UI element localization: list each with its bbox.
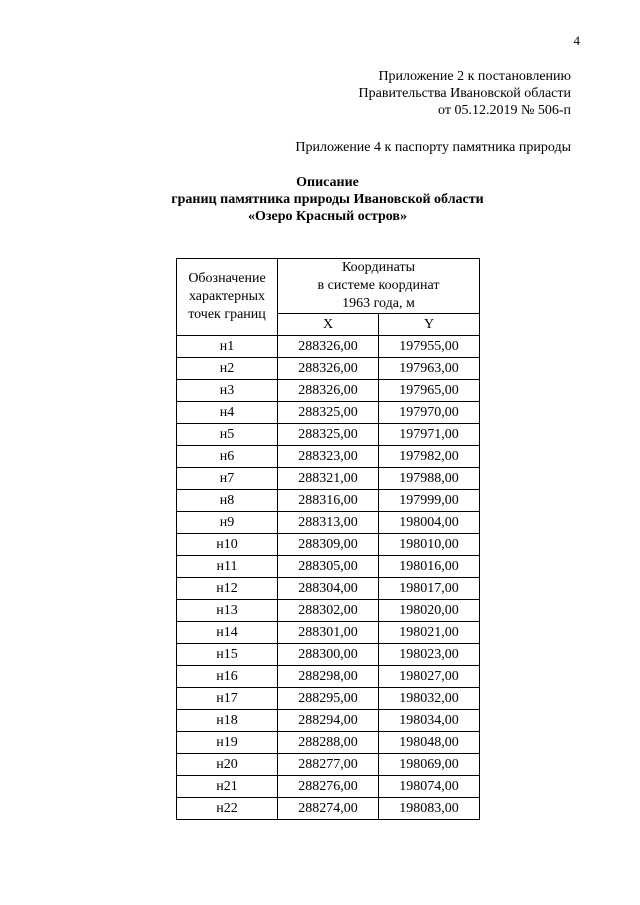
x-coordinate-cell: 288305,00 [278, 556, 379, 578]
table-row [177, 666, 480, 688]
table-row [177, 358, 480, 380]
table-row [177, 556, 480, 578]
y-coordinate-cell: 197988,00 [379, 468, 480, 490]
x-coordinate-cell: 288313,00 [278, 512, 379, 534]
x-column-header: X [278, 314, 379, 336]
point-id-cell: н5 [177, 424, 278, 446]
y-coordinate-cell: 198004,00 [379, 512, 480, 534]
appendix-line: Приложение 2 к постановлению [378, 69, 571, 84]
table-row [177, 688, 480, 710]
header-line: точек границ [188, 307, 266, 322]
page-number: 4 [573, 33, 580, 48]
header-line: Обозначение [188, 271, 266, 286]
table-row [177, 776, 480, 798]
y-coordinate-cell: 197955,00 [379, 336, 480, 358]
coordinates-table [176, 258, 480, 820]
table-row [177, 534, 480, 556]
point-id-cell: н4 [177, 402, 278, 424]
title-line: Описание [296, 175, 359, 190]
point-id-cell: н20 [177, 754, 278, 776]
header-line: в системе координат [317, 278, 440, 293]
y-coordinate-cell: 198027,00 [379, 666, 480, 688]
y-coordinate-cell: 198010,00 [379, 534, 480, 556]
y-coordinate-cell: 197971,00 [379, 424, 480, 446]
table-row [177, 380, 480, 402]
x-coordinate-cell: 288302,00 [278, 600, 379, 622]
header-line: Координаты [342, 260, 415, 275]
table-row [177, 622, 480, 644]
x-coordinate-cell: 288325,00 [278, 402, 379, 424]
y-coordinate-cell: 197999,00 [379, 490, 480, 512]
document-title [0, 174, 640, 225]
y-coordinate-cell: 197970,00 [379, 402, 480, 424]
point-id-cell: н8 [177, 490, 278, 512]
y-coordinate-cell: 198083,00 [379, 798, 480, 820]
appendix-line: от 05.12.2019 № 506-п [438, 103, 571, 118]
title-line: «Озеро Красный остров» [248, 209, 407, 224]
y-coordinate-cell: 198021,00 [379, 622, 480, 644]
y-coordinate-cell: 198017,00 [379, 578, 480, 600]
y-coordinate-cell: 197963,00 [379, 358, 480, 380]
point-id-cell: н3 [177, 380, 278, 402]
point-designation-header [177, 259, 278, 336]
x-coordinate-cell: 288276,00 [278, 776, 379, 798]
table-row [177, 644, 480, 666]
x-coordinate-cell: 288274,00 [278, 798, 379, 820]
point-id-cell: н11 [177, 556, 278, 578]
table-row [177, 424, 480, 446]
point-id-cell: н6 [177, 446, 278, 468]
point-id-cell: н10 [177, 534, 278, 556]
point-id-cell: н13 [177, 600, 278, 622]
y-coordinate-cell: 198020,00 [379, 600, 480, 622]
y-column-header: Y [379, 314, 480, 336]
x-coordinate-cell: 288298,00 [278, 666, 379, 688]
header-line: 1963 года, м [342, 296, 415, 311]
table-row [177, 710, 480, 732]
y-coordinate-cell: 198023,00 [379, 644, 480, 666]
x-coordinate-cell: 288288,00 [278, 732, 379, 754]
x-coordinate-cell: 288301,00 [278, 622, 379, 644]
table-row [177, 490, 480, 512]
point-id-cell: н7 [177, 468, 278, 490]
y-coordinate-cell: 198032,00 [379, 688, 480, 710]
point-id-cell: н18 [177, 710, 278, 732]
x-coordinate-cell: 288326,00 [278, 336, 379, 358]
appendix-line: Правительства Ивановской области [358, 86, 571, 101]
point-id-cell: н17 [177, 688, 278, 710]
point-id-cell: н9 [177, 512, 278, 534]
x-coordinate-cell: 288316,00 [278, 490, 379, 512]
y-coordinate-cell: 198016,00 [379, 556, 480, 578]
appendix-header [359, 68, 571, 119]
table-row [177, 468, 480, 490]
x-coordinate-cell: 288326,00 [278, 358, 379, 380]
table-row [177, 600, 480, 622]
y-coordinate-cell: 197965,00 [379, 380, 480, 402]
x-coordinate-cell: 288277,00 [278, 754, 379, 776]
table-row [177, 512, 480, 534]
point-id-cell: н2 [177, 358, 278, 380]
point-id-cell: н15 [177, 644, 278, 666]
table-row [177, 732, 480, 754]
point-id-cell: н1 [177, 336, 278, 358]
point-id-cell: н12 [177, 578, 278, 600]
point-id-cell: н22 [177, 798, 278, 820]
table-row [177, 402, 480, 424]
y-coordinate-cell: 198048,00 [379, 732, 480, 754]
point-id-cell: н14 [177, 622, 278, 644]
point-id-cell: н19 [177, 732, 278, 754]
x-coordinate-cell: 288294,00 [278, 710, 379, 732]
point-id-cell: н21 [177, 776, 278, 798]
x-coordinate-cell: 288323,00 [278, 446, 379, 468]
point-id-cell: н16 [177, 666, 278, 688]
y-coordinate-cell: 198034,00 [379, 710, 480, 732]
x-coordinate-cell: 288304,00 [278, 578, 379, 600]
header-line: характерных [188, 289, 266, 304]
coordinates-header [278, 259, 480, 314]
y-coordinate-cell: 198069,00 [379, 754, 480, 776]
passport-reference: Приложение 4 к паспорту памятника природы [295, 140, 571, 155]
x-coordinate-cell: 288295,00 [278, 688, 379, 710]
table-row [177, 754, 480, 776]
title-line: границ памятника природы Ивановской области [171, 192, 484, 207]
table-row [177, 446, 480, 468]
x-coordinate-cell: 288325,00 [278, 424, 379, 446]
x-coordinate-cell: 288321,00 [278, 468, 379, 490]
x-coordinate-cell: 288309,00 [278, 534, 379, 556]
x-coordinate-cell: 288326,00 [278, 380, 379, 402]
table-row [177, 578, 480, 600]
x-coordinate-cell: 288300,00 [278, 644, 379, 666]
y-coordinate-cell: 198074,00 [379, 776, 480, 798]
y-coordinate-cell: 197982,00 [379, 446, 480, 468]
table-row [177, 798, 480, 820]
table-row [177, 336, 480, 358]
table-body [177, 336, 480, 820]
